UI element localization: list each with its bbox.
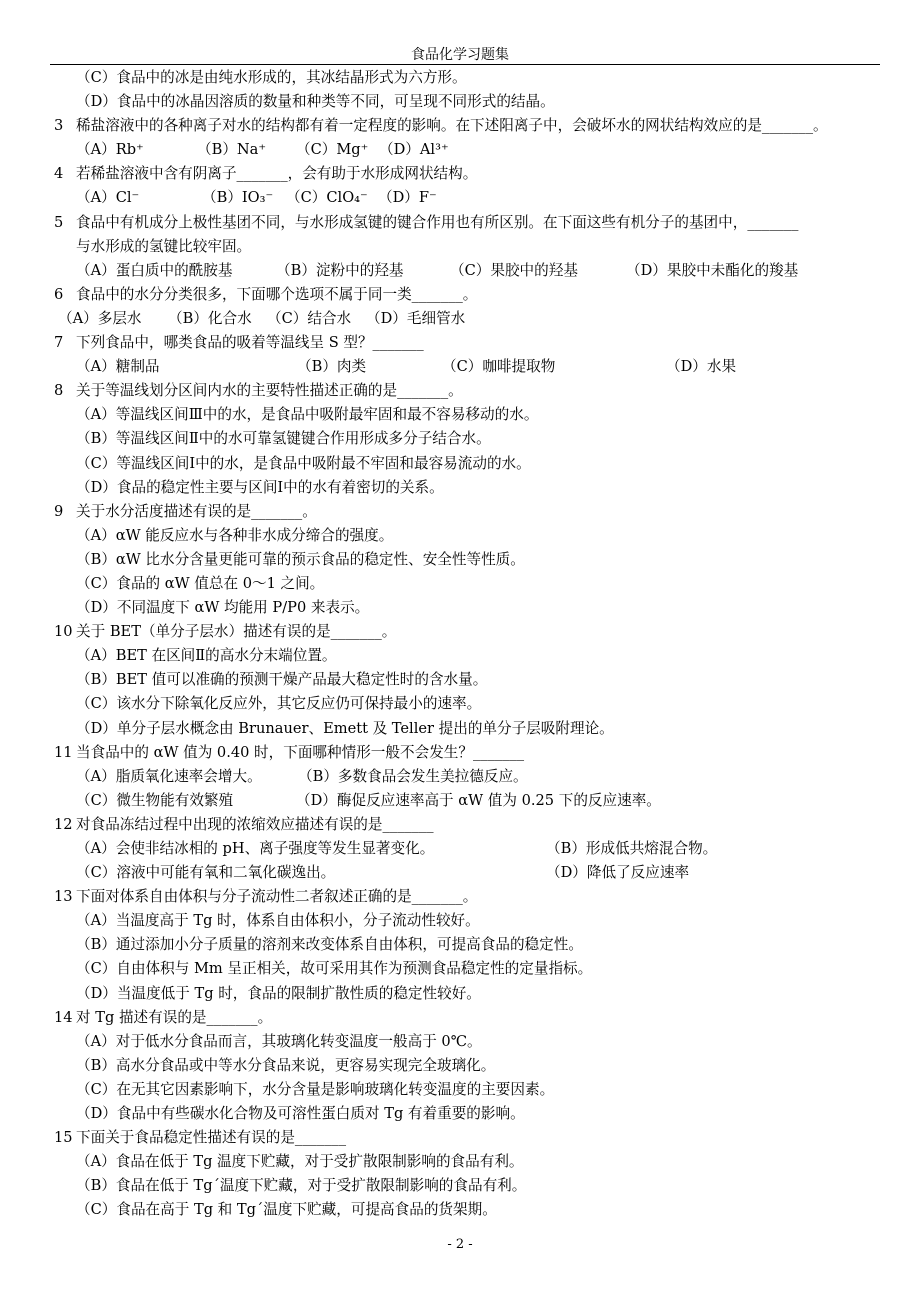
question-number: 10: [54, 623, 73, 641]
answer-option-row: [54, 307, 884, 331]
question-text: 下列食品中，哪类食品的吸着等温线呈 S 型？_______: [76, 334, 424, 352]
answer-option: （A）等温线区间Ⅲ中的水，是食品中吸附最牢固和最不容易移动的水。: [76, 406, 539, 424]
answer-option: （B）形成低共熔混合物。: [546, 840, 718, 857]
answer-option: （A）BET 在区间Ⅱ的高水分末端位置。: [76, 647, 337, 665]
answer-option: （D）当温度低于 Tg 时，食品的限制扩散性质的稳定性较好。: [76, 984, 481, 1002]
question-stem: [54, 283, 884, 307]
answer-option: （D）不同温度下 αW 均能用 P/P0 来表示。: [76, 599, 370, 617]
answer-option: （C）咖啡提取物: [442, 358, 556, 376]
answer-option: （C）溶液中可能有氧和二氧化碳逸出。: [76, 864, 336, 882]
question-text: 下面关于食品稳定性描述有误的是_______: [76, 1129, 346, 1147]
question-text: 稀盐溶液中的各种离子对水的结构都有着一定程度的影响。在下述阳离子中，会破坏水的网状结构效应的是_______。: [76, 117, 828, 135]
answer-option: （B）BET 值可以准确的预测干燥产品最大稳定性时的含水量。: [76, 671, 488, 689]
answer-option: （B）通过添加小分子质量的溶剂来改变体系自由体积，可提高食品的稳定性。: [76, 936, 583, 954]
question-number: 9: [54, 502, 64, 520]
answer-option: （A）对于低水分食品而言，其玻璃化转变温度一般高于 0℃。: [76, 1032, 482, 1050]
question-text: 食品中的水分分类很多，下面哪个选项不属于同一类_______。: [76, 285, 478, 303]
answer-option: （A）糖制品: [76, 358, 160, 376]
question-stem: [54, 620, 884, 644]
answer-option: （A）会使非结冰相的 pH、离子强度等发生显著变化。: [76, 840, 435, 857]
question-text: 若稀盐溶液中含有阴离子_______，会有助于水形成网状结构。: [76, 165, 478, 183]
answer-option: （A）Cl⁻: [76, 189, 140, 207]
answer-option: （D）Al³⁺: [379, 141, 449, 159]
answer-option: （C）ClO₄⁻: [286, 189, 368, 207]
answer-option: （D）果胶中未酯化的羧基: [626, 261, 799, 279]
answer-option: （D）食品的稳定性主要与区间Ⅰ中的水有着密切的关系。: [76, 478, 444, 496]
question-text: 当食品中的 αW 值为 0.40 时，下面哪种情形一般不会发生？_______: [76, 743, 525, 761]
answer-option-row: [54, 837, 884, 861]
answer-option-row: [54, 789, 884, 813]
answer-option: （C）等温线区间Ⅰ中的水，是食品中吸附最不牢固和最容易流动的水。: [76, 454, 531, 472]
question-number: 5: [54, 213, 64, 231]
answer-option: （D）食品中的冰晶因溶质的数量和种类等不同，可呈现不同形式的结晶。: [76, 93, 555, 111]
answer-option-row: [54, 765, 884, 789]
question-number: 15: [54, 1129, 73, 1147]
question-number: 8: [54, 382, 64, 400]
page-header: 食品化学习题集: [411, 47, 509, 63]
answer-option: （A）脂质氧化速率会增大。: [76, 767, 262, 785]
answer-option-row: [54, 355, 884, 379]
answer-option: （B）淀粉中的羟基: [276, 261, 404, 279]
answer-option: （C）结合水: [267, 309, 352, 327]
question-stem: [54, 885, 884, 909]
answer-option: （B）IO₃⁻: [202, 189, 274, 207]
question-number: 12: [54, 815, 73, 833]
question-number: 6: [54, 285, 64, 303]
question-stem: [54, 331, 884, 355]
question-text: 对 Tg 描述有误的是_______。: [76, 1008, 273, 1026]
answer-option-row: [54, 138, 884, 162]
question-number: 4: [54, 165, 64, 183]
question-list: [54, 66, 884, 1223]
question-stem: [54, 1006, 884, 1030]
question-text: 食品中有机成分上极性基团不同，与水形成氢键的键合作用也有所区别。在下面这些有机分子的基团中，_______: [76, 213, 799, 231]
answer-option: （D）降低了反应速率: [546, 864, 690, 882]
question-text: 关于水分活度描述有误的是_______。: [76, 502, 317, 520]
answer-option: （A）食品在低于 Tg 温度下贮藏，对于受扩散限制影响的食品有利。: [76, 1153, 524, 1171]
question-number: 11: [54, 743, 73, 761]
question-number: 7: [54, 334, 64, 352]
question-stem: [54, 741, 884, 765]
answer-option: （B）αW 比水分含量更能可靠的预示食品的稳定性、安全性等性质。: [76, 550, 525, 568]
answer-option: （D）单分子层水概念由 Brunauer、Emett 及 Teller 提出的单分子层吸附理论。: [76, 719, 614, 737]
question-stem: [54, 114, 884, 138]
answer-option: （C）食品中的冰是由纯水形成的，其冰结晶形式为六方形。: [76, 69, 467, 86]
answer-option: （D）食品中有些碳水化合物及可溶性蛋白质对 Tg 有着重要的影响。: [76, 1105, 525, 1123]
question-stem: [54, 162, 884, 186]
answer-option: （C）食品在高于 Tg 和 Tg´温度下贮藏，可提高食品的货架期。: [76, 1201, 497, 1219]
question-stem: [54, 211, 884, 235]
question-number: 14: [54, 1008, 73, 1026]
answer-option: （A）Rb⁺: [76, 141, 144, 159]
answer-option: （A）多层水: [58, 309, 142, 327]
answer-option-row: [54, 259, 884, 283]
question-text: 下面对体系自由体积与分子流动性二者叙述正确的是_______。: [76, 888, 478, 906]
question-stem: [54, 500, 884, 524]
answer-option: （B）化合水: [168, 309, 252, 327]
question-text: 关于 BET（单分子层水）描述有误的是_______。: [76, 623, 397, 641]
header-rule: [50, 64, 880, 65]
answer-option: （B）多数食品会发生美拉德反应。: [298, 767, 528, 785]
answer-option: （D）水果: [666, 358, 737, 376]
answer-option: （A）αW 能反应水与各种非水成分缔合的强度。: [76, 526, 394, 544]
question-text: 关于等温线划分区间内水的主要特性描述正确的是_______。: [76, 382, 463, 400]
answer-option: （C）自由体积与 Mm 呈正相关，故可采用其作为预测食品稳定性的定量指标。: [76, 960, 593, 978]
answer-option: （B）Na⁺: [197, 141, 267, 159]
answer-option: （C）果胶中的羟基: [450, 261, 578, 279]
question-stem: [54, 813, 884, 837]
answer-option: （C）该水分下除氧化反应外，其它反应仍可保持最小的速率。: [76, 695, 482, 713]
answer-option: （D）酶促反应速率高于 αW 值为 0.25 下的反应速率。: [296, 791, 661, 809]
answer-option-row: [54, 861, 884, 885]
answer-option: （A）蛋白质中的酰胺基: [76, 261, 233, 279]
answer-option: （A）当温度高于 Tg 时，体系自由体积小，分子流动性较好。: [76, 912, 480, 930]
question-stem: [54, 379, 884, 403]
answer-option: （C）食品的 αW 值总在 0～1 之间。: [76, 574, 325, 592]
answer-option-row: [54, 186, 884, 210]
question-number: 3: [54, 117, 64, 135]
answer-option: 与水形成的氢键比较牢固。: [76, 237, 252, 255]
answer-option: （B）高水分食品或中等水分食品来说，更容易实现完全玻璃化。: [76, 1056, 496, 1074]
answer-option: （C）Mg⁺: [296, 141, 369, 159]
answer-option: （B）食品在低于 Tg´温度下贮藏，对于受扩散限制影响的食品有利。: [76, 1177, 527, 1195]
answer-option: （C）在无其它因素影响下，水分含量是影响玻璃化转变温度的主要因素。: [76, 1080, 555, 1098]
question-number: 13: [54, 888, 73, 906]
answer-option: （B）肉类: [297, 358, 367, 376]
answer-option: （C）微生物能有效繁殖: [76, 791, 234, 809]
answer-option: （B）等温线区间Ⅱ中的水可靠氢键键合作用形成多分子结合水。: [76, 430, 491, 448]
question-stem: [54, 1126, 884, 1150]
answer-option: （D）F⁻: [378, 189, 437, 207]
question-text: 对食品冻结过程中出现的浓缩效应描述有误的是_______: [76, 815, 434, 833]
page-number: - 2 -: [447, 1237, 473, 1252]
answer-option: （D）毛细管水: [366, 309, 466, 327]
